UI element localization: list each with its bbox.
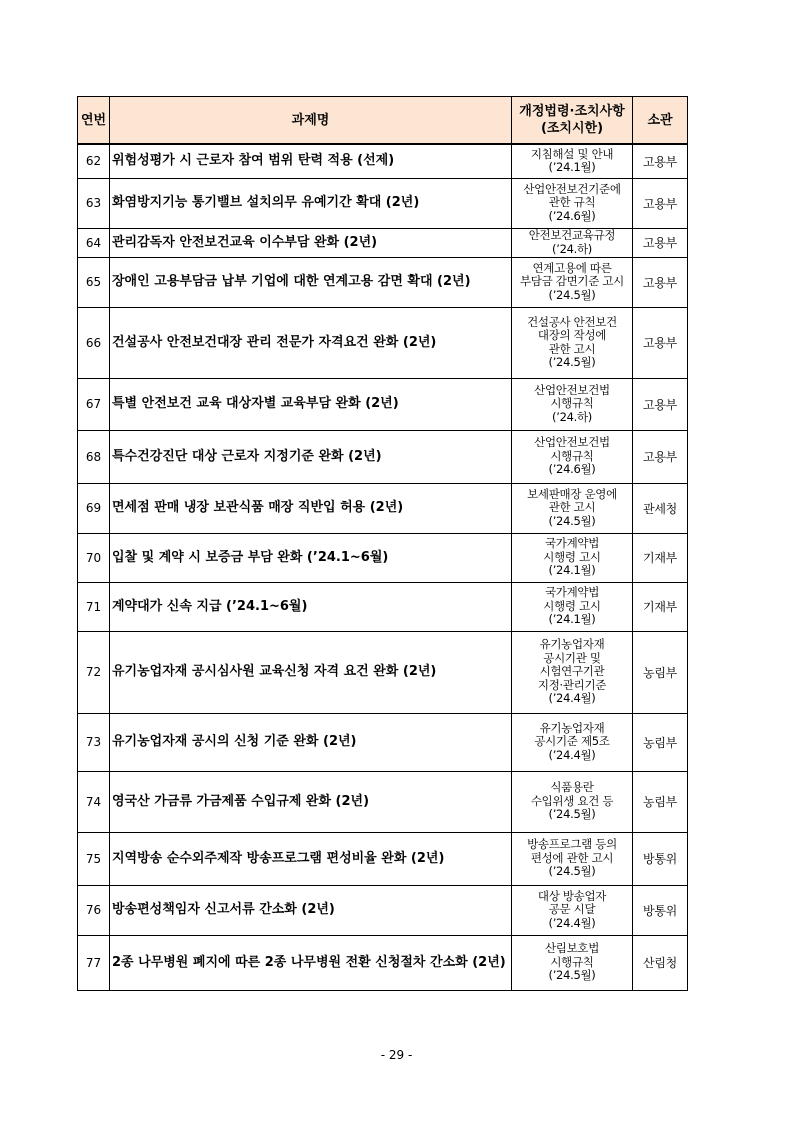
law-action-line: 관한 규칙 [548, 195, 596, 210]
row-number: 67 [78, 378, 110, 430]
header-law-line2: (조치시한) [540, 121, 604, 136]
law-action-line: 부담금 감면기준 고시 [520, 274, 624, 289]
table-row [78, 832, 688, 885]
law-action-line: (’24.하) [552, 241, 592, 256]
task-name: 입찰 및 계약 시 보증금 부담 완화 (’24.1~6월) [110, 533, 512, 582]
law-action-line: 수입위생 요건 등 [530, 793, 614, 808]
table-row [78, 935, 688, 990]
table-row [78, 257, 688, 307]
law-action-line: 시험연구기관 [539, 664, 605, 679]
table-row [78, 178, 688, 228]
task-name: 특별 안전보건 교육 대상자별 교육부담 완화 (2년) [110, 378, 512, 430]
department: 고용부 [633, 430, 688, 483]
law-action-cell [512, 144, 633, 178]
task-name: 장애인 고용부담금 납부 기업에 대한 연계고용 감면 확대 (2년) [110, 257, 512, 307]
task-name: 관리감독자 안전보건교육 이수부담 완화 (2년) [110, 228, 512, 257]
law-action-cell [512, 483, 633, 533]
law-action-line: (’24.4월) [548, 691, 596, 706]
task-name: 지역방송 순수외주제작 방송프로그램 편성비율 완화 (2년) [110, 832, 512, 885]
table-row [78, 483, 688, 533]
header-task: 과제명 [110, 97, 512, 145]
row-number: 69 [78, 483, 110, 533]
law-action-line: 시행규칙 [550, 396, 594, 411]
law-action-line: 시행규칙 [550, 448, 594, 463]
table-row [78, 378, 688, 430]
law-action-line: 산업안전보건법 [534, 435, 610, 450]
law-action-line: (’24.5월) [548, 513, 596, 528]
law-action-line: 대장의 작성에 [537, 328, 607, 342]
law-action-line: 대상 방송업자 [537, 888, 607, 903]
row-number: 68 [78, 430, 110, 483]
table-row [78, 713, 688, 771]
law-action-cell [512, 430, 633, 483]
department: 고용부 [633, 378, 688, 430]
regulation-table [77, 96, 688, 991]
law-action-line: 건설공사 안전보건 [527, 314, 617, 329]
table-row [78, 228, 688, 257]
table-row [78, 533, 688, 582]
department: 고용부 [633, 257, 688, 307]
law-action-line: (’24.1월) [548, 563, 596, 578]
row-number: 65 [78, 257, 110, 307]
row-number: 72 [78, 631, 110, 713]
table-row [78, 631, 688, 713]
department: 기재부 [633, 582, 688, 631]
law-action-line: (’24.5월) [548, 287, 596, 302]
law-action-cell [512, 533, 633, 582]
row-number: 74 [78, 771, 110, 832]
task-name: 계약대가 신속 지급 (’24.1~6월) [110, 582, 512, 631]
task-name: 위험성평가 시 근로자 참여 범위 탄력 적용 (선제) [110, 144, 512, 178]
law-action-line: (’24.6월) [548, 462, 596, 477]
header-no: 연번 [78, 97, 110, 145]
law-action-cell [512, 257, 633, 307]
law-action-line: 편성에 관한 고시 [530, 850, 614, 865]
law-action-line: 시행규칙 [550, 954, 594, 969]
row-number: 63 [78, 178, 110, 228]
department: 고용부 [633, 228, 688, 257]
law-action-line: (’24.하) [552, 409, 592, 424]
task-name: 영국산 가금류 가금제품 수입규제 완화 (2년) [110, 771, 512, 832]
table-row [78, 771, 688, 832]
law-action-line: 관한 고시 [548, 341, 596, 356]
row-number: 71 [78, 582, 110, 631]
law-action-line: (’24.5월) [548, 968, 596, 983]
law-action-line: 유기농업자재 [539, 720, 605, 735]
law-action-line: (’24.6월) [548, 208, 596, 223]
department: 농림부 [633, 631, 688, 713]
header-law-line1: 개정법령·조치사항 [519, 104, 625, 119]
law-action-line: (’24.4월) [548, 915, 596, 930]
task-name: 방송편성책임자 신고서류 간소화 (2년) [110, 885, 512, 935]
law-action-line: 국가계약법 [544, 585, 600, 600]
law-action-line: 시행령 고시 [543, 598, 601, 613]
department: 방통위 [633, 832, 688, 885]
law-action-line: (’24.5월) [548, 807, 596, 822]
department: 기재부 [633, 533, 688, 582]
law-action-line: 연계고용에 따른 [532, 260, 612, 275]
law-action-line: 지침해설 및 안내 [530, 146, 614, 161]
law-action-line: 유기농업자재 [539, 637, 605, 652]
row-number: 62 [78, 144, 110, 178]
row-number: 77 [78, 935, 110, 990]
law-action-line: 산림보호법 [544, 941, 600, 956]
task-name: 유기농업자재 공시심사원 교육신청 자격 요건 완화 (2년) [110, 631, 512, 713]
law-action-line: (’24.5월) [548, 355, 596, 369]
table-row [78, 144, 688, 178]
law-action-cell [512, 228, 633, 257]
department: 고용부 [633, 144, 688, 178]
law-action-cell [512, 378, 633, 430]
law-action-line: 공문 시달 [548, 902, 596, 917]
law-action-line: 공시기준 제5조 [534, 734, 610, 749]
row-number: 66 [78, 307, 110, 378]
law-action-cell [512, 885, 633, 935]
task-name: 화염방지기능 통기밸브 설치의무 유예기간 확대 (2년) [110, 178, 512, 228]
table-row [78, 307, 688, 378]
law-action-line: 보세판매장 운영에 [527, 486, 617, 501]
department: 관세청 [633, 483, 688, 533]
law-action-line: 산업안전보건법 [534, 382, 610, 397]
table-row [78, 430, 688, 483]
law-action-line: 국가계약법 [544, 536, 600, 551]
law-action-line: 산업안전보건기준에 [523, 181, 621, 196]
table-row [78, 885, 688, 935]
law-action-line: 지정·관리기준 [537, 677, 607, 692]
law-action-line: 식품용란 [550, 780, 594, 795]
task-name: 2종 나무병원 폐지에 따른 2종 나무병원 전환 신청절차 간소화 (2년) [110, 935, 512, 990]
task-name: 특수건강진단 대상 근로자 지정기준 완화 (2년) [110, 430, 512, 483]
department: 방통위 [633, 885, 688, 935]
law-action-line: 안전보건교육규정 [528, 228, 616, 242]
law-action-cell [512, 307, 633, 378]
task-name: 면세점 판매 냉장 보관식품 매장 직반입 허용 (2년) [110, 483, 512, 533]
department: 산림청 [633, 935, 688, 990]
row-number: 76 [78, 885, 110, 935]
department: 고용부 [633, 307, 688, 378]
law-action-line: 공시기관 및 [543, 650, 601, 665]
department: 농림부 [633, 771, 688, 832]
task-name: 건설공사 안전보건대장 관리 전문가 자격요건 완화 (2년) [110, 307, 512, 378]
task-name: 유기농업자재 공시의 신청 기준 완화 (2년) [110, 713, 512, 771]
law-action-cell [512, 631, 633, 713]
page-number: - 29 - [380, 1048, 413, 1062]
law-action-cell [512, 178, 633, 228]
row-number: 75 [78, 832, 110, 885]
table-header-row [78, 97, 688, 145]
law-action-line: (’24.5월) [548, 864, 596, 879]
row-number: 64 [78, 228, 110, 257]
law-action-cell [512, 582, 633, 631]
row-number: 70 [78, 533, 110, 582]
law-action-cell [512, 832, 633, 885]
law-action-line: 관한 고시 [548, 500, 596, 515]
row-number: 73 [78, 713, 110, 771]
law-action-cell [512, 935, 633, 990]
header-law [512, 97, 633, 145]
header-dept: 소관 [633, 97, 688, 145]
law-action-line: (’24.1월) [548, 612, 596, 627]
law-action-line: 시행령 고시 [543, 549, 601, 564]
table-row [78, 582, 688, 631]
law-action-cell [512, 771, 633, 832]
department: 농림부 [633, 713, 688, 771]
department: 고용부 [633, 178, 688, 228]
table-body [78, 144, 688, 990]
law-action-cell [512, 713, 633, 771]
law-action-line: 방송프로그램 등의 [527, 837, 617, 852]
law-action-line: (’24.1월) [548, 160, 596, 175]
law-action-line: (’24.4월) [548, 747, 596, 762]
